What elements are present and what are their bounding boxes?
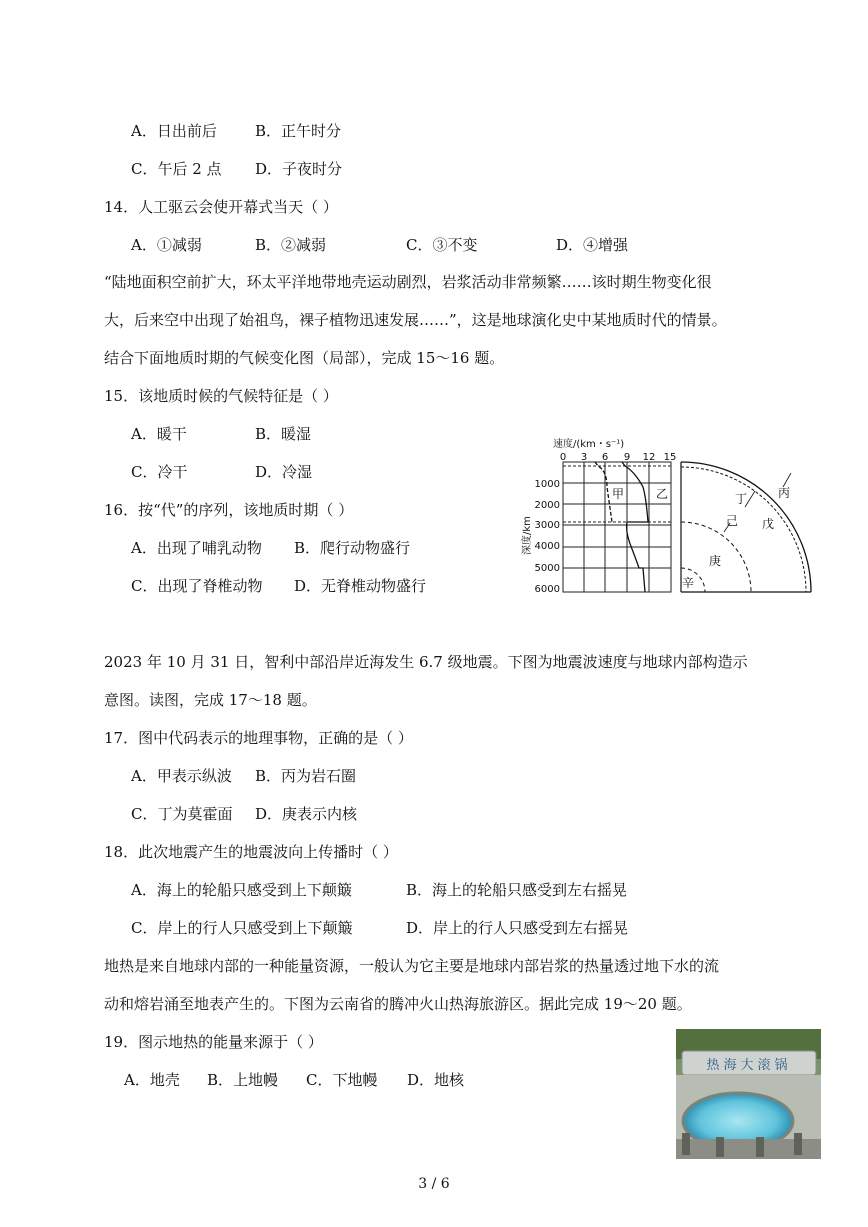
q17-option-c: C．丁为莫霍面	[131, 805, 233, 823]
speed-axis-label: 速度/(km・s⁻¹)	[553, 439, 625, 450]
speed-tick: 9	[623, 452, 631, 463]
q16-option-c: C．出现了脊椎动物	[131, 577, 263, 595]
q13-option-a: A．日出前后	[131, 122, 217, 140]
q14-option-a: A．①减弱	[131, 236, 202, 254]
q17-option-b: B．丙为岩石圈	[255, 767, 357, 785]
passage2-line2: 意图。读图，完成 17～18 题。	[104, 691, 317, 709]
label-xin: 辛	[682, 576, 695, 590]
speed-tick: 6	[601, 452, 609, 463]
q18-option-c: C．岸上的行人只感受到上下颠簸	[131, 919, 353, 937]
q15-option-b: B．暖湿	[255, 425, 312, 443]
q14-option-c: C．③不变	[406, 236, 478, 254]
q18-option-b: B．海上的轮船只感受到左右摇晃	[406, 881, 628, 899]
q15-stem: 15．该地质时候的气候特征是（ ）	[104, 387, 338, 405]
speed-tick: 15	[663, 452, 677, 463]
label-ji: 己	[726, 514, 739, 528]
label-wu: 戊	[762, 517, 775, 531]
hot-spring-photo	[676, 1029, 821, 1159]
q13-option-d: D．子夜时分	[255, 160, 343, 178]
depth-tick: 3000	[534, 520, 560, 531]
passage1-line3: 结合下面地质时期的气候变化图（局部），完成 15～16 题。	[104, 349, 505, 367]
q14-option-d: D．④增强	[556, 236, 629, 254]
label-bing: 丙	[778, 486, 791, 500]
q13-option-c: C．午后 2 点	[131, 160, 222, 178]
speed-tick: 12	[642, 452, 656, 463]
depth-tick: 2000	[534, 500, 560, 511]
depth-tick: 4000	[534, 541, 560, 552]
q18-option-d: D．岸上的行人只感受到左右摇晃	[406, 919, 629, 937]
depth-axis-label: 深度/km	[522, 516, 533, 555]
q19-option-a: A．地壳	[124, 1071, 180, 1089]
q18-option-a: A．海上的轮船只感受到上下颠簸	[131, 881, 352, 899]
q13-option-b: B．正午时分	[255, 122, 342, 140]
curve-jia	[595, 462, 612, 522]
passage1-line1: “陆地面积空前扩大，环太平洋地带地壳运动剧烈，岩浆活动非常频繁……该时期生物变化很	[104, 273, 712, 291]
label-ding: 丁	[735, 492, 748, 506]
q16-stem: 16．按“代”的序列，该地质时期（ ）	[104, 501, 354, 519]
speed-tick-labels	[560, 452, 677, 463]
depth-tick: 1000	[534, 479, 560, 490]
page-number: 3 / 6	[418, 1176, 450, 1192]
q16-option-b: B．爬行动物盛行	[294, 539, 411, 557]
speed-tick: 0	[559, 452, 567, 463]
q15-option-d: D．冷湿	[255, 463, 313, 481]
q16-option-a: A．出现了哺乳动物	[131, 539, 262, 557]
passage3-line2: 动和熔岩涌至地表产生的。下图为云南省的腾冲火山热海旅游区。据此完成 19～20 题。	[104, 995, 692, 1013]
q19-option-c: C．下地幔	[306, 1071, 378, 1089]
label-geng: 庚	[709, 554, 722, 568]
q14-option-b: B．②减弱	[255, 236, 327, 254]
q18-stem: 18．此次地震产生的地震波向上传播时（ ）	[104, 843, 398, 861]
label-jia: 甲	[612, 487, 625, 501]
passage1-line2: 大，后来空中出现了始祖鸟，裸子植物迅速发展……”，这是地球演化史中某地质时代的情景。	[104, 311, 727, 329]
chart-grid	[563, 462, 671, 592]
q15-option-a: A．暖干	[131, 425, 187, 443]
q15-option-c: C．冷干	[131, 463, 188, 481]
q19-option-d: D．地核	[407, 1071, 465, 1089]
label-yi: 乙	[656, 487, 669, 501]
depth-tick-labels	[535, 479, 560, 595]
speed-tick: 3	[580, 452, 588, 463]
q17-option-a: A．甲表示纵波	[131, 767, 232, 785]
q17-option-d: D．庚表示内核	[255, 805, 358, 823]
photo-sign-text: 热海大滚锅	[706, 1058, 792, 1073]
q14-stem: 14．人工驱云会使开幕式当天（ ）	[104, 198, 338, 216]
passage3-line1: 地热是来自地球内部的一种能量资源，一般认为它主要是地球内部岩浆的热量透过地下水的流	[104, 957, 720, 975]
q19-option-b: B．上地幔	[207, 1071, 279, 1089]
curve-yi	[622, 462, 648, 592]
q16-option-d: D．无脊椎动物盛行	[294, 577, 427, 595]
q17-stem: 17．图中代码表示的地理事物，正确的是（ ）	[104, 729, 413, 747]
seismic-figure	[515, 437, 820, 607]
depth-tick: 5000	[534, 563, 560, 574]
passage2-line1: 2023 年 10 月 31 日，智利中部沿岸近海发生 6.7 级地震。下图为地震波速度与地球内部构造示	[104, 653, 748, 671]
q19-stem: 19．图示地热的能量来源于（ ）	[104, 1033, 323, 1051]
depth-tick: 6000	[534, 584, 560, 595]
earth-structure-diagram	[681, 462, 811, 592]
